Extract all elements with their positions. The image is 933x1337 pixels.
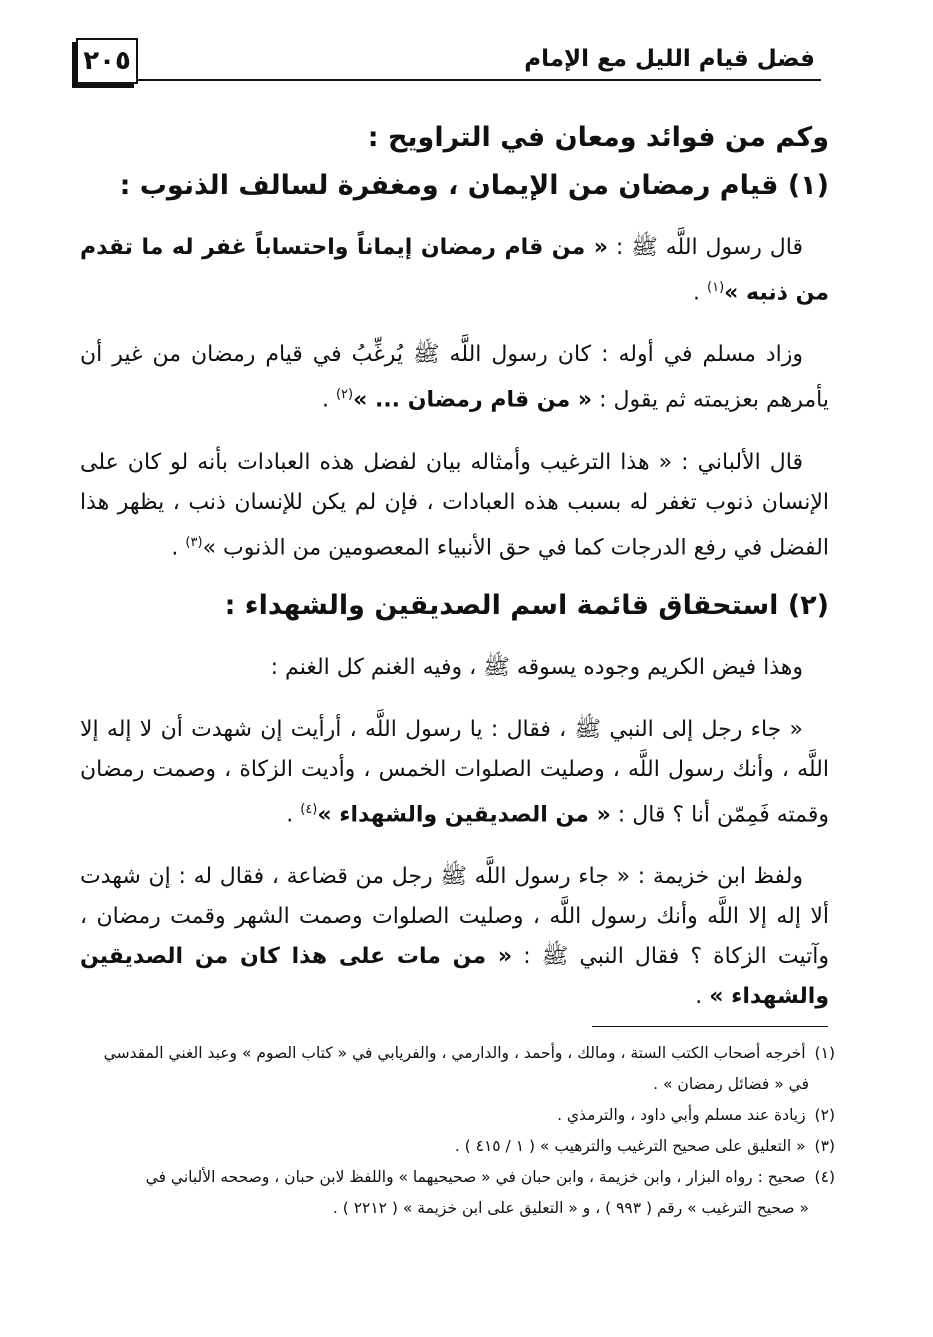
footnote-1-number: (١) bbox=[814, 1044, 835, 1062]
footnote-1-text: أخرجه أصحاب الكتب الستة ، ومالك ، وأحمد ، والدارمي ، والفريابي في « كتاب الصوم » وعبد الغني المقدسي bbox=[103, 1044, 806, 1062]
paragraph-2 bbox=[80, 335, 829, 420]
footnotes bbox=[80, 1038, 835, 1224]
footnote-4-continued: « صحيح الترغيب » رقم ( ٩٩٣ ) ، و « التعليق على ابن خزيمة » ( ٢٢١٢ ) . bbox=[332, 1199, 809, 1217]
footnote-3-number: (٣) bbox=[814, 1137, 835, 1155]
p2-quote: « من قام رمضان ... » bbox=[353, 387, 593, 413]
footnote-3-text: « التعليق على صحيح الترغيب والترهيب » ( ١ / ٤١٥ ) . bbox=[454, 1137, 806, 1155]
p6-quote: « من مات على هذا كان من الصديقين والشهداء » bbox=[80, 944, 829, 1010]
p1-quote: « من قام رمضان إيماناً واحتساباً غفر له ما تقدم من ذنبه » bbox=[80, 235, 829, 306]
footnote-4 bbox=[80, 1162, 835, 1193]
footnote-1-continued: في « فضائل رمضان » . bbox=[653, 1075, 809, 1093]
footnote-3 bbox=[80, 1131, 835, 1162]
footnote-ref-4[interactable]: (٤) bbox=[300, 801, 318, 817]
p6-end: . bbox=[695, 984, 710, 1010]
running-title: فضل قيام الليل مع الإمام bbox=[524, 46, 815, 72]
main-heading: وكم من فوائد ومعان في التراويح : bbox=[367, 122, 829, 153]
footnote-ref-1[interactable]: (١) bbox=[707, 280, 725, 295]
footnote-2 bbox=[80, 1100, 835, 1131]
footnote-2-text: زيادة عند مسلم وأبي داود ، والترمذي . bbox=[557, 1106, 806, 1124]
footnote-separator bbox=[592, 1026, 828, 1027]
footnote-1 bbox=[80, 1038, 835, 1069]
p3-end: . bbox=[171, 534, 186, 560]
footnote-ref-3[interactable]: (٣) bbox=[185, 534, 203, 550]
p5-text: « جاء رجل إلى النبي ﷺ ، فقال : يا رسول اللَّه ، أرأيت إن شهدت أن لا إله إلا اللَّه ، وأنك رسول اللَّه ، وصليت الصلوات الخمس ، وأديت الزكاة ، وصمت رمضان وقمته فَمِمّن أنا ؟ قال : bbox=[80, 716, 829, 828]
paragraph-6 bbox=[80, 857, 829, 1017]
p1-end: . bbox=[693, 280, 708, 306]
p2-end: . bbox=[321, 387, 336, 413]
footnote-ref-2[interactable]: (٢) bbox=[335, 387, 354, 403]
p6-text: ولفظ ابن خزيمة : « جاء رسول اللَّه ﷺ رجل من قضاعة ، فقال له : إن شهدت ألا إله إلا اللَّه وأنك رسول اللَّه ، وصليت الصلوات وصمت الشهر وقمت رمضان ، وآتيت الزكاة ؟ فقال النبي ﷺ : bbox=[80, 864, 829, 970]
section1-heading: (١) قيام رمضان من الإيمان ، ومغفرة لسالف الذنوب : bbox=[119, 170, 829, 201]
page-number: ٢٠٥ bbox=[76, 38, 138, 84]
footnote-4-number: (٤) bbox=[814, 1168, 835, 1186]
header-rule bbox=[80, 79, 821, 81]
paragraph-3 bbox=[80, 443, 829, 568]
page-body bbox=[80, 118, 829, 1035]
paragraph-1 bbox=[80, 228, 829, 313]
p5-end: . bbox=[286, 802, 301, 828]
section2-heading: (٢) استحقاق قائمة اسم الصديقين والشهداء : bbox=[224, 589, 829, 621]
p3-text: قال الألباني : « هذا الترغيب وأمثاله بيان لفضل هذه العبادات بأنه لو كان على الإنسان ذنوب تغفر له بسبب هذه العبادات ، فإن لم يكن للإنسان ذنب ، يظهر هذا الفضل في رفع الدرجات كما في حق الأنبياء المعصومين من الذنوب » bbox=[80, 449, 829, 560]
footnote-2-number: (٢) bbox=[814, 1106, 835, 1124]
p5-quote: « من الصديقين والشهداء » bbox=[317, 802, 611, 828]
footnote-4-text: صحيح : رواه البزار ، وابن خزيمة ، وابن حبان في « صحيحيهما » واللفظ لابن حبان ، وصححه الألباني في bbox=[145, 1168, 806, 1186]
paragraph-4: وهذا فيض الكريم وجوده يسوقه ﷺ ، وفيه الغنم كل الغنم : bbox=[270, 654, 803, 680]
p2-text: وزاد مسلم في أوله : كان رسول اللَّه ﷺ يُرغِّبُ في قيام رمضان من غير أن يأمرهم بعزيمته ثم يقول : bbox=[80, 342, 829, 413]
paragraph-5 bbox=[80, 710, 829, 835]
p1-text: قال رسول اللَّه ﷺ : bbox=[608, 235, 803, 260]
